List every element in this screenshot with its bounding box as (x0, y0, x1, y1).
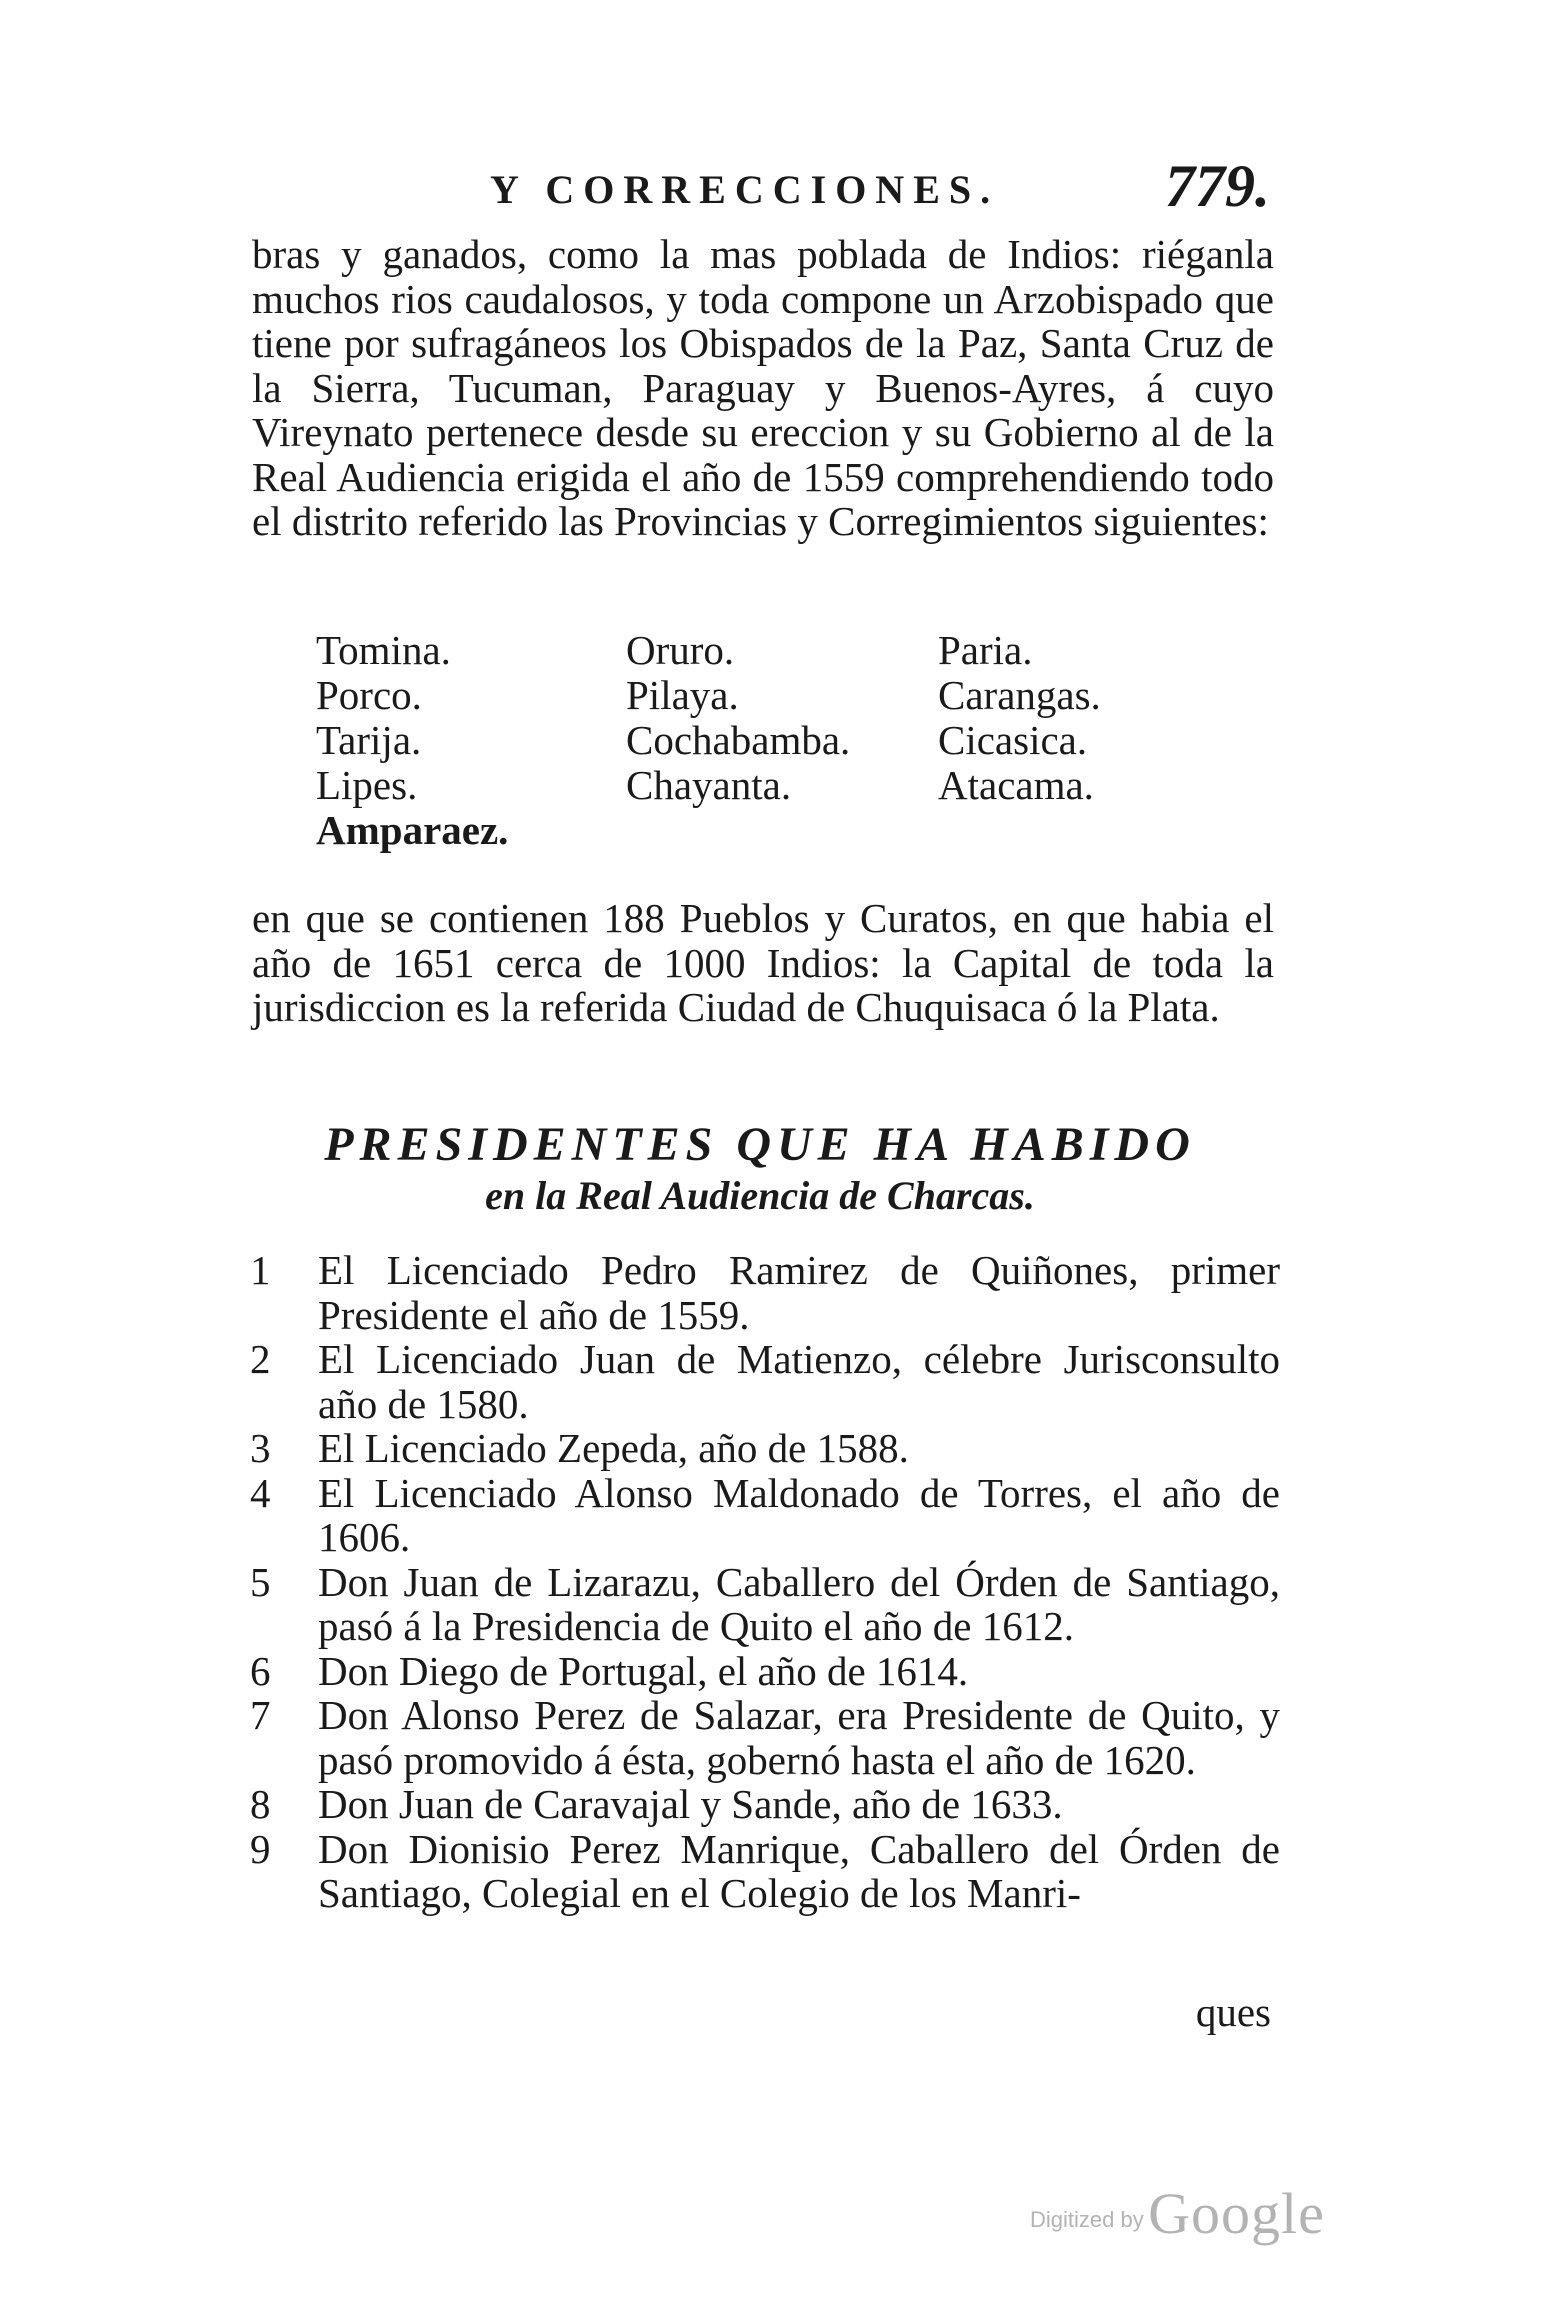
item-text: Don Juan de Lizarazu, Caballero del Órden de Santiago, pasó á la Presidencia de Quito el año de 1612. (318, 1558, 1280, 1649)
province-item: Tomina. (316, 627, 451, 673)
province-item: Atacama. (938, 762, 1094, 808)
item-text: El Licenciado Alonso Maldonado de Torres, el año de 1606. (318, 1469, 1280, 1560)
item-number: 3 (250, 1425, 271, 1471)
section-heading-line2: en la Real Audiencia de Charcas. (485, 1173, 1035, 1218)
item-text: El Licenciado Juan de Matienzo, célebre Jurisconsulto año de 1580. (318, 1336, 1280, 1427)
list-item (250, 1827, 1280, 1916)
province-item (626, 808, 938, 853)
list-item (250, 1337, 1280, 1426)
province-item: Tarija. (316, 717, 422, 763)
item-text: Don Dionisio Perez Manrique, Caballero del Órden de Santiago, Colegial en el Colegio de los Manri- (318, 1825, 1280, 1916)
list-item (250, 1248, 1280, 1337)
item-text: Don Alonso Perez de Salazar, era Presidente de Quito, y pasó promovido á ésta, gobernó hasta el año de 1620. (318, 1692, 1280, 1783)
item-number: 1 (250, 1247, 271, 1293)
item-number: 4 (250, 1469, 271, 1516)
digitized-watermark (1030, 2180, 1325, 2247)
google-logo: Google (1148, 2181, 1325, 2246)
province-item: Pilaya. (626, 672, 739, 718)
province-item: Chayanta. (626, 762, 792, 808)
province-item: Paria. (938, 627, 1033, 673)
province-item (938, 808, 1246, 853)
province-item: Cicasica. (938, 717, 1088, 763)
list-item (250, 1649, 1280, 1694)
running-head: Y CORRECCIONES. (490, 167, 1000, 212)
list-item (250, 1471, 1280, 1560)
list-item (250, 1693, 1280, 1782)
summary-paragraph: en que se contienen 188 Pueblos y Curatos, en que habia el año de 1651 cerca de 1000 Indios: la Capital de toda la jurisdiccion es la referida Ciudad de Chuquisaca ó la Plata. (252, 895, 1274, 1030)
item-number: 8 (250, 1781, 271, 1827)
section-heading-line1: PRESIDENTES QUE HA HABIDO (324, 1118, 1196, 1171)
province-item: Porco. (316, 672, 422, 718)
page-number: 779. (1165, 153, 1270, 219)
intro-paragraph: bras y ganados, como la mas poblada de Indios: riéganla muchos rios caudalosos, y toda compone un Arzobispado que tiene por sufragáneos los Obispados de la Paz, Santa Cruz de la Sierra, Tucuman, Paraguay y Buenos-Ayres, á cuyo Vireynato pertenece desde su ereccion y su Gobierno al de la Real Audiencia erigida el año de 1559 comprehendiendo todo el distrito referido las Provincias y Corregimientos siguientes: (252, 231, 1274, 544)
province-item: Lipes. (316, 762, 418, 808)
presidents-list (250, 1248, 1280, 1916)
item-text: Don Juan de Caravajal y Sande, año de 1633. (318, 1781, 1063, 1827)
item-number: 2 (250, 1336, 271, 1382)
item-number: 6 (250, 1647, 271, 1694)
item-number: 5 (250, 1558, 271, 1605)
province-item: Amparaez. (316, 807, 509, 853)
item-number: 9 (250, 1825, 271, 1872)
list-item (250, 1560, 1280, 1649)
item-text: El Licenciado Pedro Ramirez de Quiñones, primer Presidente el año de 1559. (318, 1247, 1280, 1338)
province-item: Cochabamba. (626, 717, 851, 763)
page-header (490, 153, 1290, 220)
province-item: Oruro. (626, 627, 735, 673)
list-item (250, 1426, 1280, 1471)
provinces-list (316, 628, 1246, 853)
section-heading (260, 1118, 1260, 1220)
catchword: ques (1195, 1989, 1271, 2035)
list-item (250, 1782, 1280, 1827)
item-number: 7 (250, 1692, 271, 1738)
watermark-caption: Digitized by (1030, 2207, 1144, 2232)
item-text: Don Diego de Portugal, el año de 1614. (318, 1647, 969, 1694)
province-item: Carangas. (938, 672, 1101, 718)
item-text: El Licenciado Zepeda, año de 1588. (318, 1425, 909, 1471)
